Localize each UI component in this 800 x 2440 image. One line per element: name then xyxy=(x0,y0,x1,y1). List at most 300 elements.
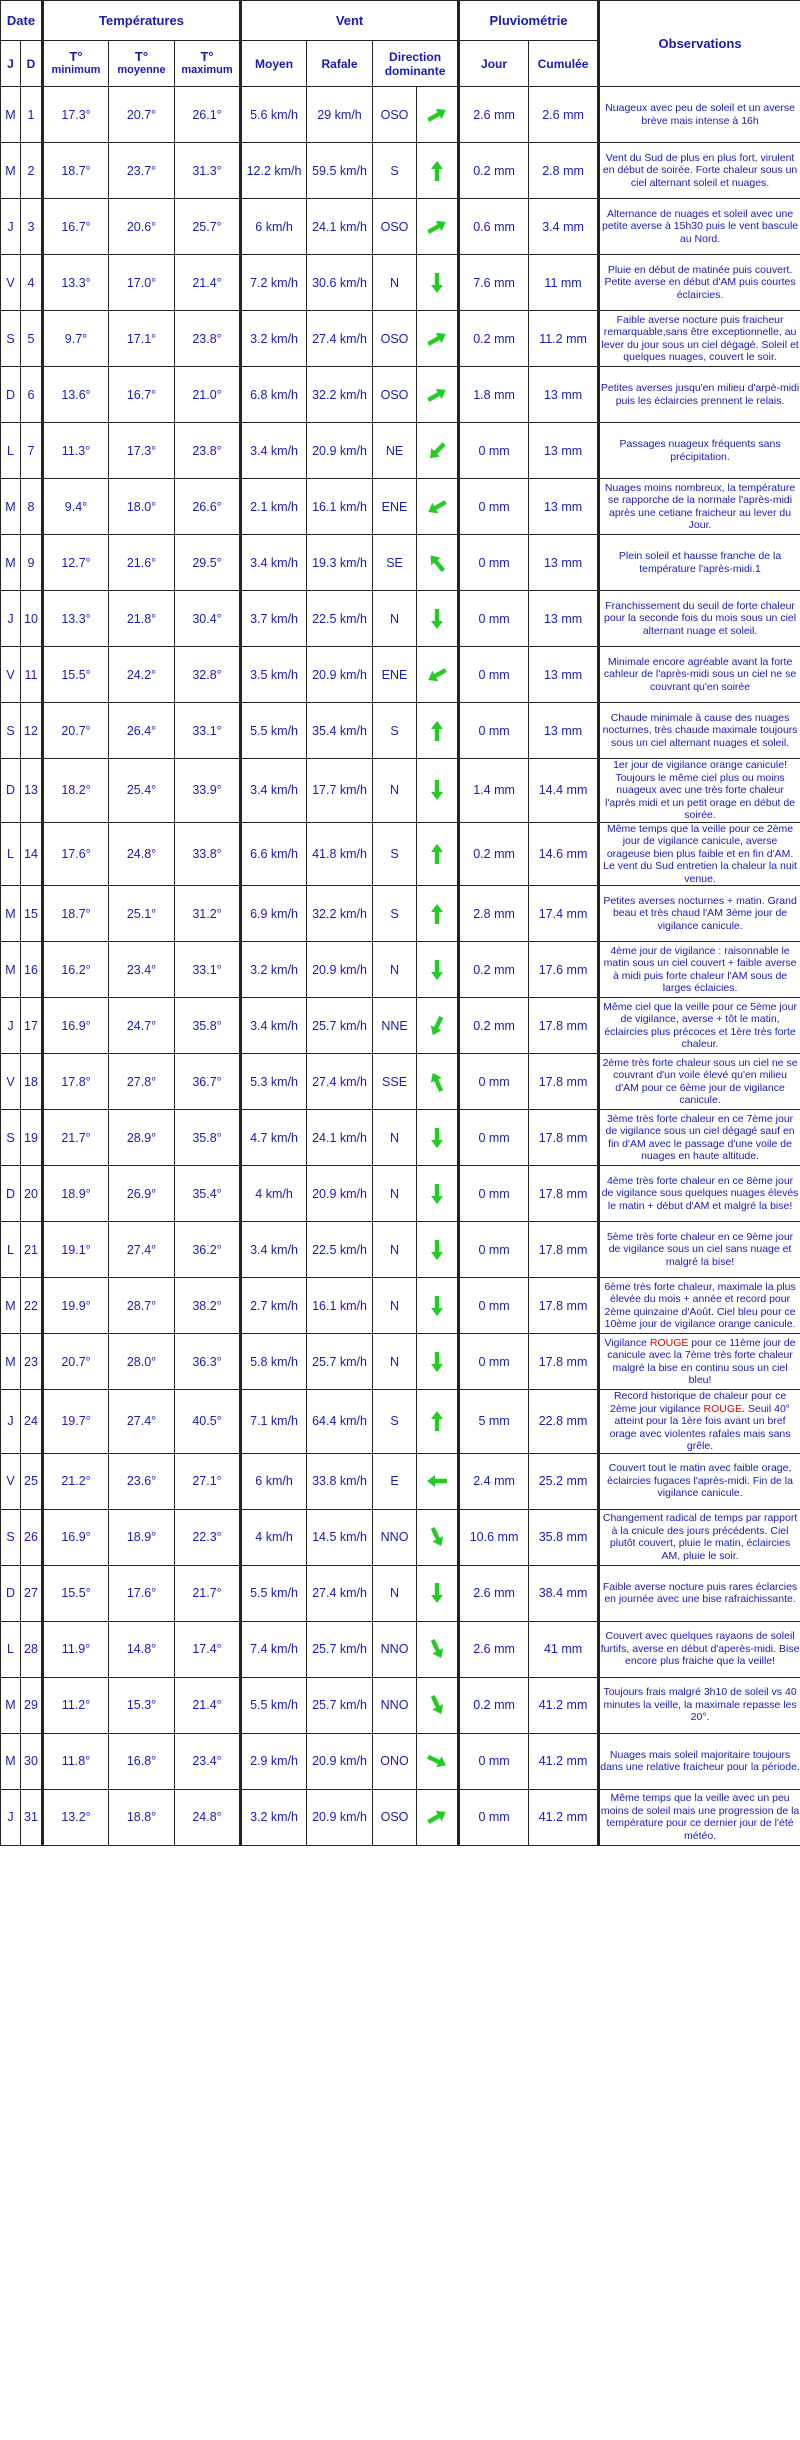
temp-moy: 17.3° xyxy=(109,423,175,479)
rain-cumul: 11.2 mm xyxy=(529,311,599,367)
rain-day: 0 mm xyxy=(459,647,529,703)
wind-gust: 25.7 km/h xyxy=(307,998,373,1054)
wind-direction: OSO xyxy=(373,311,417,367)
wind-avg: 6.8 km/h xyxy=(241,367,307,423)
temp-max: 26.1° xyxy=(175,87,241,143)
table-row xyxy=(1,1054,800,1110)
temp-moy: 17.0° xyxy=(109,255,175,311)
temp-max: 23.8° xyxy=(175,423,241,479)
day-number: 15 xyxy=(21,886,43,942)
table-row xyxy=(1,1278,800,1334)
day-letter: S xyxy=(1,1509,21,1565)
rain-day: 2.8 mm xyxy=(459,886,529,942)
day-number: 24 xyxy=(21,1390,43,1454)
temp-min: 11.9° xyxy=(43,1621,109,1677)
rain-cumul: 17.4 mm xyxy=(529,886,599,942)
day-number: 30 xyxy=(21,1733,43,1789)
wind-avg: 6.6 km/h xyxy=(241,822,307,886)
temp-max: 26.6° xyxy=(175,479,241,535)
temp-max: 22.3° xyxy=(175,1509,241,1565)
day-number: 23 xyxy=(21,1334,43,1390)
day-number: 6 xyxy=(21,367,43,423)
rain-cumul: 13 mm xyxy=(529,647,599,703)
wind-avg: 3.7 km/h xyxy=(241,591,307,647)
wind-arrow-cell xyxy=(417,87,459,143)
wind-gust: 22.5 km/h xyxy=(307,591,373,647)
wind-avg: 5.5 km/h xyxy=(241,1677,307,1733)
day-number: 5 xyxy=(21,311,43,367)
temp-max: 31.2° xyxy=(175,886,241,942)
wind-direction: S xyxy=(373,1390,417,1454)
day-letter: M xyxy=(1,143,21,199)
rain-cumul: 13 mm xyxy=(529,703,599,759)
rain-cumul: 17.8 mm xyxy=(529,1278,599,1334)
temp-max: 33.8° xyxy=(175,822,241,886)
wind-direction: ENE xyxy=(373,647,417,703)
wind-direction: NE xyxy=(373,423,417,479)
temp-max: 33.1° xyxy=(175,703,241,759)
wind-gust: 20.9 km/h xyxy=(307,1733,373,1789)
day-letter: M xyxy=(1,886,21,942)
header-tmax xyxy=(175,41,241,87)
table-row xyxy=(1,1110,800,1166)
table-row xyxy=(1,703,800,759)
observation: Petites averses nocturnes + matin. Grand beau et très chaud l'AM 3ème jour de vigilance canicule. xyxy=(599,886,800,942)
header-cumulee: Cumulée xyxy=(529,41,599,87)
wind-direction: S xyxy=(373,886,417,942)
wind-avg: 6.9 km/h xyxy=(241,886,307,942)
wind-gust: 20.9 km/h xyxy=(307,423,373,479)
header-tmin xyxy=(43,41,109,87)
day-number: 10 xyxy=(21,591,43,647)
observation: Nuageux avec peu de soleil et un averse brève mais intense à 16h xyxy=(599,87,800,143)
wind-avg: 3.4 km/h xyxy=(241,423,307,479)
observation: Toujours frais malgré 3h10 de soleil vs 40 minutes la veille, la maximale repasse les 20°. xyxy=(599,1677,800,1733)
day-number: 20 xyxy=(21,1166,43,1222)
temp-moy: 20.7° xyxy=(109,87,175,143)
wind-arrow-icon xyxy=(425,551,449,575)
temp-min: 20.7° xyxy=(43,703,109,759)
day-letter: J xyxy=(1,1390,21,1454)
rain-day: 2.6 mm xyxy=(459,1621,529,1677)
wind-direction: OSO xyxy=(373,1789,417,1845)
temp-moy: 23.6° xyxy=(109,1453,175,1509)
wind-avg: 7.1 km/h xyxy=(241,1390,307,1454)
rain-cumul: 17.6 mm xyxy=(529,942,599,998)
rain-day: 0.2 mm xyxy=(459,998,529,1054)
day-letter: M xyxy=(1,1334,21,1390)
rain-day: 0 mm xyxy=(459,1166,529,1222)
wind-direction: N xyxy=(373,1565,417,1621)
wind-arrow-cell xyxy=(417,647,459,703)
header-direction: Direction dominante xyxy=(373,41,459,87)
temp-max: 21.4° xyxy=(175,255,241,311)
rain-cumul: 13 mm xyxy=(529,535,599,591)
temp-moy: 27.8° xyxy=(109,1054,175,1110)
rain-cumul: 13 mm xyxy=(529,367,599,423)
table-row xyxy=(1,367,800,423)
rain-day: 2.6 mm xyxy=(459,87,529,143)
temp-max: 35.4° xyxy=(175,1166,241,1222)
temp-max: 21.4° xyxy=(175,1677,241,1733)
day-letter: M xyxy=(1,479,21,535)
day-letter: S xyxy=(1,703,21,759)
temp-min: 13.3° xyxy=(43,591,109,647)
wind-arrow-cell xyxy=(417,479,459,535)
temp-max: 32.8° xyxy=(175,647,241,703)
day-number: 11 xyxy=(21,647,43,703)
wind-avg: 6 km/h xyxy=(241,1453,307,1509)
day-letter: V xyxy=(1,1054,21,1110)
table-row xyxy=(1,87,800,143)
rain-cumul: 3.4 mm xyxy=(529,199,599,255)
wind-arrow-cell xyxy=(417,703,459,759)
wind-direction: OSO xyxy=(373,199,417,255)
temp-min: 18.9° xyxy=(43,1166,109,1222)
day-number: 7 xyxy=(21,423,43,479)
observation: Pluie en début de matinée puis couvert. Petite averse en début d'AM puis courtes éclaircies. xyxy=(599,255,800,311)
rain-day: 0 mm xyxy=(459,1054,529,1110)
wind-arrow-icon xyxy=(425,327,449,351)
day-letter: M xyxy=(1,535,21,591)
table-row xyxy=(1,647,800,703)
temp-min: 16.9° xyxy=(43,998,109,1054)
header-tmin-label: minimum xyxy=(51,64,101,76)
wind-direction: N xyxy=(373,1278,417,1334)
wind-avg: 2.7 km/h xyxy=(241,1278,307,1334)
wind-gust: 22.5 km/h xyxy=(307,1222,373,1278)
day-number: 1 xyxy=(21,87,43,143)
observation: Chaude minimale à cause des nuages nocturnes, très chaude maximale toujours sous un ciel alternant nuages et soleil. xyxy=(599,703,800,759)
wind-arrow-icon xyxy=(425,1238,449,1262)
observation: Nuages moins nombreux, la température se rapporche de la normale l'après-midi après une cetiane fraicheur au lever du Jour. xyxy=(599,479,800,535)
wind-arrow-cell xyxy=(417,1390,459,1454)
table-row xyxy=(1,1166,800,1222)
observation: Changement radical de temps par rapport à la cnicule des jours précédents. Ciel plutôt couvert, pluie le matin, éclaircies AM, pluie le soir. xyxy=(599,1509,800,1565)
wind-gust: 24.1 km/h xyxy=(307,199,373,255)
wind-arrow-cell xyxy=(417,1509,459,1565)
day-number: 19 xyxy=(21,1110,43,1166)
header-d: D xyxy=(21,41,43,87)
observation: Plein soleil et hausse franche de la température l'après-midi.1 xyxy=(599,535,800,591)
wind-gust: 35.4 km/h xyxy=(307,703,373,759)
wind-gust: 17.7 km/h xyxy=(307,759,373,823)
wind-gust: 25.7 km/h xyxy=(307,1677,373,1733)
day-number: 27 xyxy=(21,1565,43,1621)
wind-arrow-icon xyxy=(425,958,449,982)
observation: 4ème très forte chaleur en ce 8ème jour de vigilance sous quelques nuages élevés le matin + début d'AM et malgré la bise! xyxy=(599,1166,800,1222)
rain-day: 0.2 mm xyxy=(459,143,529,199)
wind-avg: 4 km/h xyxy=(241,1166,307,1222)
table-row xyxy=(1,1677,800,1733)
day-letter: D xyxy=(1,1565,21,1621)
rain-day: 0.2 mm xyxy=(459,822,529,886)
wind-avg: 5.6 km/h xyxy=(241,87,307,143)
observation: Faible averse nocture puis fraicheur remarquable,sans être exceptionnelle, au lever du jour sous un ciel dégagé. Soleil et quelques nuages, couvert le soir. xyxy=(599,311,800,367)
day-letter: L xyxy=(1,1222,21,1278)
temp-min: 20.7° xyxy=(43,1334,109,1390)
day-number: 9 xyxy=(21,535,43,591)
header-temperatures: Températures xyxy=(43,1,241,41)
wind-gust: 30.6 km/h xyxy=(307,255,373,311)
rain-day: 0 mm xyxy=(459,1222,529,1278)
wind-arrow-cell xyxy=(417,1334,459,1390)
wind-arrow-icon xyxy=(425,778,449,802)
temp-min: 18.2° xyxy=(43,759,109,823)
wind-arrow-cell xyxy=(417,535,459,591)
wind-arrow-cell xyxy=(417,199,459,255)
temp-min: 15.5° xyxy=(43,1565,109,1621)
observation: Couvert avec quelques rayaons de soleil furtifs, averse en début d'aperès-midi. Bise encore plus fraiche que la veille! xyxy=(599,1621,800,1677)
temp-min: 9.7° xyxy=(43,311,109,367)
temp-moy: 17.6° xyxy=(109,1565,175,1621)
temp-moy: 28.7° xyxy=(109,1278,175,1334)
header-j: J xyxy=(1,41,21,87)
day-number: 28 xyxy=(21,1621,43,1677)
temp-moy: 28.9° xyxy=(109,1110,175,1166)
wind-direction: ONO xyxy=(373,1733,417,1789)
wind-arrow-icon xyxy=(425,439,449,463)
rain-cumul: 41 mm xyxy=(529,1621,599,1677)
wind-gust: 20.9 km/h xyxy=(307,1789,373,1845)
rain-cumul: 13 mm xyxy=(529,591,599,647)
wind-arrow-icon xyxy=(425,215,449,239)
rain-day: 0.2 mm xyxy=(459,942,529,998)
wind-direction: S xyxy=(373,143,417,199)
rain-cumul: 25.2 mm xyxy=(529,1453,599,1509)
temp-moy: 21.8° xyxy=(109,591,175,647)
rain-day: 0 mm xyxy=(459,1278,529,1334)
temp-max: 25.7° xyxy=(175,199,241,255)
temp-max: 23.8° xyxy=(175,311,241,367)
temp-min: 19.9° xyxy=(43,1278,109,1334)
observation: Petites averses jusqu'en milieu d'arpè-midi puis les éclaircies prennent le relais. xyxy=(599,367,800,423)
temp-moy: 24.8° xyxy=(109,822,175,886)
wind-gust: 19.3 km/h xyxy=(307,535,373,591)
table-row xyxy=(1,1621,800,1677)
wind-arrow-icon xyxy=(425,1525,449,1549)
wind-arrow-cell xyxy=(417,942,459,998)
header-pluviometrie: Pluviométrie xyxy=(459,1,599,41)
wind-gust: 32.2 km/h xyxy=(307,886,373,942)
wind-arrow-cell xyxy=(417,998,459,1054)
rain-day: 0 mm xyxy=(459,1733,529,1789)
wind-arrow-icon xyxy=(425,1469,449,1493)
temp-moy: 18.9° xyxy=(109,1509,175,1565)
wind-avg: 3.4 km/h xyxy=(241,998,307,1054)
wind-arrow-icon xyxy=(425,663,449,687)
rain-day: 5 mm xyxy=(459,1390,529,1454)
wind-arrow-icon xyxy=(425,1294,449,1318)
rain-day: 0.6 mm xyxy=(459,199,529,255)
temp-min: 15.5° xyxy=(43,647,109,703)
wind-arrow-cell xyxy=(417,255,459,311)
wind-arrow-icon xyxy=(425,383,449,407)
day-number: 13 xyxy=(21,759,43,823)
temp-min: 11.2° xyxy=(43,1677,109,1733)
wind-avg: 2.1 km/h xyxy=(241,479,307,535)
temp-max: 29.5° xyxy=(175,535,241,591)
rain-day: 0.2 mm xyxy=(459,1677,529,1733)
wind-arrow-cell xyxy=(417,1565,459,1621)
observation: Nuages mais soleil majoritaire toujours dans une relative fraicheur pour la période. xyxy=(599,1733,800,1789)
wind-avg: 3.2 km/h xyxy=(241,942,307,998)
temp-moy: 27.4° xyxy=(109,1222,175,1278)
header-tmoy-label: moyenne xyxy=(117,64,166,76)
observation: Même temps que la veille avec un peu moins de soleil mais une progression de la température pour ce dernier jour de l'été météo. xyxy=(599,1789,800,1845)
wind-direction: ENE xyxy=(373,479,417,535)
wind-gust: 27.4 km/h xyxy=(307,1054,373,1110)
day-number: 3 xyxy=(21,199,43,255)
table-row xyxy=(1,822,800,886)
wind-direction: OSO xyxy=(373,87,417,143)
table-row xyxy=(1,1453,800,1509)
temp-moy: 17.1° xyxy=(109,311,175,367)
table-row xyxy=(1,886,800,942)
wind-gust: 27.4 km/h xyxy=(307,311,373,367)
rain-day: 0 mm xyxy=(459,1110,529,1166)
temp-min: 13.2° xyxy=(43,1789,109,1845)
observation: Vent du Sud de plus en plus fort, virulent en début de soirée. Forte chaleur sous un ciel alternant soleil et nuages. xyxy=(599,143,800,199)
temp-max: 30.4° xyxy=(175,591,241,647)
wind-avg: 7.2 km/h xyxy=(241,255,307,311)
wind-avg: 3.4 km/h xyxy=(241,535,307,591)
temp-moy: 16.8° xyxy=(109,1733,175,1789)
rain-cumul: 17.8 mm xyxy=(529,1222,599,1278)
temp-min: 18.7° xyxy=(43,143,109,199)
rain-cumul: 35.8 mm xyxy=(529,1509,599,1565)
wind-arrow-icon xyxy=(425,607,449,631)
temp-moy: 25.1° xyxy=(109,886,175,942)
wind-arrow-icon xyxy=(425,1749,449,1773)
observation-text: Vigilance xyxy=(604,1336,650,1349)
day-letter: D xyxy=(1,367,21,423)
rain-cumul: 17.8 mm xyxy=(529,1334,599,1390)
wind-arrow-cell xyxy=(417,1278,459,1334)
wind-arrow-icon xyxy=(425,1581,449,1605)
day-letter: J xyxy=(1,998,21,1054)
observation: Couvert tout le matin avec faible orage, éclaircies fugaces l'après-midi. Fin de la vigilance canicule. xyxy=(599,1453,800,1509)
wind-direction: N xyxy=(373,1110,417,1166)
day-letter: J xyxy=(1,1789,21,1845)
observation: 3ème très forte chaleur en ce 7ème jour de vigilance sous un ciel dégagé sauf en fin d'AM avec le passage d'une voile de nuages en haute altitude. xyxy=(599,1110,800,1166)
observation: Alternance de nuages et soleil avec une petite averse à 15h30 puis le vent bascule au Nord. xyxy=(599,199,800,255)
temp-moy: 23.4° xyxy=(109,942,175,998)
day-number: 21 xyxy=(21,1222,43,1278)
wind-arrow-icon xyxy=(425,719,449,743)
table-row xyxy=(1,479,800,535)
wind-direction: NNE xyxy=(373,998,417,1054)
observation-text: pour ce 11ème jour de canicule avec la 7ème très forte chaleur malgré la bise en continu sous un ciel bleu! xyxy=(607,1336,796,1386)
header-tmax-symbol: T° xyxy=(200,49,214,64)
wind-direction: N xyxy=(373,1334,417,1390)
temp-moy: 23.7° xyxy=(109,143,175,199)
wind-direction: SSE xyxy=(373,1054,417,1110)
wind-gust: 32.2 km/h xyxy=(307,367,373,423)
rain-cumul: 17.8 mm xyxy=(529,998,599,1054)
wind-arrow-cell xyxy=(417,822,459,886)
rain-day: 0 mm xyxy=(459,479,529,535)
rain-cumul: 22.8 mm xyxy=(529,1390,599,1454)
wind-avg: 3.4 km/h xyxy=(241,759,307,823)
day-number: 18 xyxy=(21,1054,43,1110)
day-letter: J xyxy=(1,199,21,255)
wind-avg: 6 km/h xyxy=(241,199,307,255)
wind-arrow-icon xyxy=(425,103,449,127)
day-letter: L xyxy=(1,423,21,479)
temp-min: 16.2° xyxy=(43,942,109,998)
rain-day: 10.6 mm xyxy=(459,1509,529,1565)
wind-direction: S xyxy=(373,703,417,759)
wind-direction: NNO xyxy=(373,1621,417,1677)
temp-moy: 15.3° xyxy=(109,1677,175,1733)
temp-min: 19.1° xyxy=(43,1222,109,1278)
header-tmoy-symbol: T° xyxy=(134,49,149,64)
day-letter: M xyxy=(1,1677,21,1733)
observation: 5ème très forte chaleur en ce 9ème jour de vigilance sous un ciel sans nuage et malgré la bise! xyxy=(599,1222,800,1278)
temp-moy: 24.2° xyxy=(109,647,175,703)
rain-day: 1.4 mm xyxy=(459,759,529,823)
wind-arrow-icon xyxy=(425,1350,449,1374)
table-row xyxy=(1,1334,800,1390)
rain-cumul: 13 mm xyxy=(529,479,599,535)
wind-arrow-icon xyxy=(425,902,449,926)
wind-direction: N xyxy=(373,759,417,823)
rain-cumul: 38.4 mm xyxy=(529,1565,599,1621)
header-tmin-symbol: T° xyxy=(69,49,83,64)
wind-arrow-cell xyxy=(417,1621,459,1677)
wind-direction: N xyxy=(373,591,417,647)
wind-arrow-icon xyxy=(425,1014,449,1038)
temp-max: 36.2° xyxy=(175,1222,241,1278)
table-row xyxy=(1,1789,800,1845)
day-number: 26 xyxy=(21,1509,43,1565)
alert-red-label: ROUGE xyxy=(703,1402,743,1415)
temp-moy: 25.4° xyxy=(109,759,175,823)
wind-avg: 3.4 km/h xyxy=(241,1222,307,1278)
day-letter: L xyxy=(1,822,21,886)
header-tmoy xyxy=(109,41,175,87)
wind-arrow-cell xyxy=(417,423,459,479)
wind-arrow-icon xyxy=(425,1805,449,1829)
day-letter: J xyxy=(1,591,21,647)
day-letter: M xyxy=(1,942,21,998)
table-row xyxy=(1,143,800,199)
wind-arrow-icon xyxy=(425,271,449,295)
day-number: 22 xyxy=(21,1278,43,1334)
temp-moy: 27.4° xyxy=(109,1390,175,1454)
temp-min: 17.3° xyxy=(43,87,109,143)
rain-day: 0 mm xyxy=(459,535,529,591)
observation: Minimale encore agréable avant la forte cahleur de l'après-midi sous un ciel ne se couvrant qu'en soirée xyxy=(599,647,800,703)
wind-gust: 16.1 km/h xyxy=(307,479,373,535)
day-number: 25 xyxy=(21,1453,43,1509)
day-letter: D xyxy=(1,759,21,823)
wind-arrow-cell xyxy=(417,367,459,423)
rain-cumul: 41.2 mm xyxy=(529,1733,599,1789)
temp-moy: 26.9° xyxy=(109,1166,175,1222)
wind-avg: 5.3 km/h xyxy=(241,1054,307,1110)
temp-min: 17.6° xyxy=(43,822,109,886)
rain-cumul: 17.8 mm xyxy=(529,1054,599,1110)
observation: 1er jour de vigilance orange canicule! Toujours le même ciel plus ou moins nuageux avec une très forte chaleur l'après midi et un petit orage en début de soirée. xyxy=(599,759,800,823)
temp-moy: 26.4° xyxy=(109,703,175,759)
temp-moy: 21.6° xyxy=(109,535,175,591)
table-row xyxy=(1,311,800,367)
day-number: 4 xyxy=(21,255,43,311)
header-moyen: Moyen xyxy=(241,41,307,87)
observation: Même ciel que la veille pour ce 5ème jour de vigilance, averse + tôt le matin, éclaircies plus précoces et 1ère très forte chaleur. xyxy=(599,998,800,1054)
